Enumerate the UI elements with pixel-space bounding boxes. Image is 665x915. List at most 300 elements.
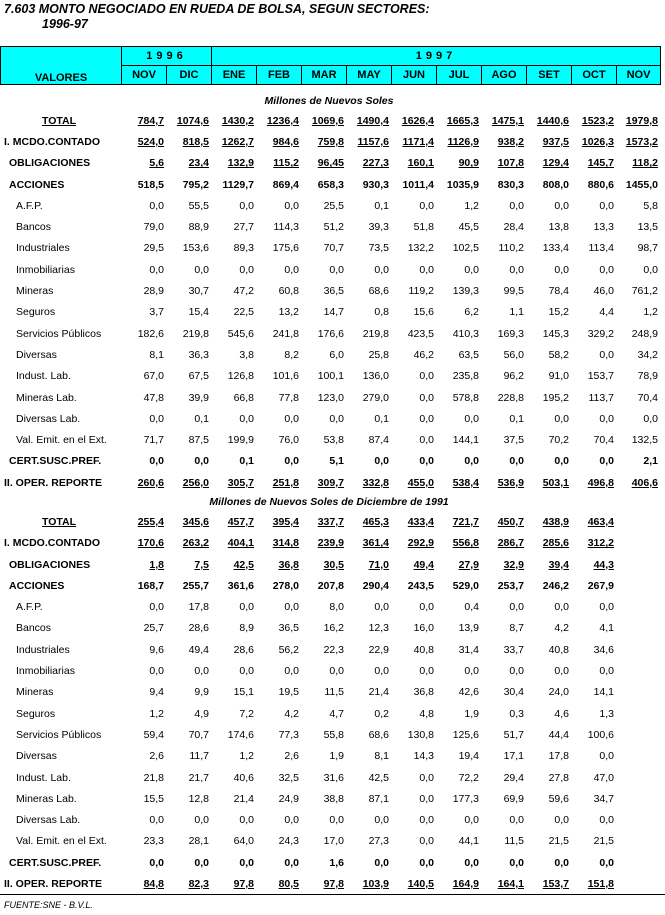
row-label [0, 682, 121, 703]
value-text: 70,2 [548, 434, 569, 447]
value-text: 78,9 [637, 370, 658, 383]
value-cell [616, 511, 660, 532]
value-text: 98,7 [637, 242, 658, 255]
value-text: 314,8 [272, 537, 299, 550]
value-text: 144,1 [452, 434, 479, 447]
value-text: 292,9 [407, 537, 434, 550]
value-text: 33,7 [503, 643, 524, 656]
value-cell [121, 618, 166, 639]
value-text: 0,0 [239, 601, 254, 614]
value-cell [526, 660, 571, 681]
value-text: 0,0 [239, 263, 254, 276]
value-text: 1074,6 [176, 114, 209, 127]
value-text: 450,7 [497, 515, 524, 528]
value-cell [616, 618, 660, 639]
value-cell [346, 408, 391, 429]
value-text: 49,4 [188, 643, 209, 656]
value-cell [391, 344, 436, 365]
value-text: 8,0 [329, 601, 344, 614]
value-cell [301, 195, 346, 216]
value-text: 1,8 [149, 558, 164, 571]
value-cell [166, 259, 211, 280]
value-cell [346, 195, 391, 216]
value-text: 87,4 [368, 434, 389, 447]
value-text: 0,0 [284, 601, 299, 614]
value-cell [481, 174, 526, 195]
value-text: 90,9 [458, 157, 479, 170]
value-text: 0,0 [419, 856, 434, 869]
value-cell [301, 472, 346, 493]
value-text: 0,0 [149, 856, 164, 869]
value-cell [211, 408, 256, 429]
value-cell [166, 366, 211, 387]
value-cell [256, 302, 301, 323]
value-text: 545,6 [227, 327, 254, 340]
value-text: 68,6 [368, 285, 389, 298]
value-cell [166, 575, 211, 596]
value-cell [481, 660, 526, 681]
value-cell [301, 746, 346, 767]
value-cell [481, 153, 526, 174]
value-text: 285,6 [542, 537, 569, 550]
value-cell [616, 831, 660, 852]
value-cell [211, 554, 256, 575]
value-text: 25,5 [323, 199, 344, 212]
value-text: 8,9 [239, 622, 254, 635]
value-text: 21,4 [368, 686, 389, 699]
value-text: 0,0 [554, 856, 569, 869]
value-text: 140,5 [407, 878, 434, 891]
value-text: 404,1 [227, 537, 254, 550]
value-cell [616, 472, 660, 493]
value-text: 9,6 [149, 643, 164, 656]
value-cell [121, 323, 166, 344]
value-cell [391, 852, 436, 873]
value-text: 23,3 [143, 835, 164, 848]
row-label [0, 387, 121, 408]
value-text: 44,1 [458, 835, 479, 848]
value-text: 0,0 [194, 814, 209, 827]
value-cell [571, 810, 616, 831]
value-cell [346, 174, 391, 195]
value-cell [166, 597, 211, 618]
value-text: 0,0 [599, 199, 614, 212]
value-text: 36,8 [278, 558, 299, 571]
value-text: 47,2 [233, 285, 254, 298]
value-text: 0,0 [374, 601, 389, 614]
value-cell [391, 131, 436, 152]
value-cell [526, 639, 571, 660]
value-text: 255,4 [137, 515, 164, 528]
value-text: 0,0 [509, 665, 524, 678]
value-text: 795,2 [182, 178, 209, 191]
value-cell [346, 767, 391, 788]
value-text: 235,8 [452, 370, 479, 383]
value-cell [121, 597, 166, 618]
table-row [0, 280, 660, 301]
value-cell [481, 810, 526, 831]
value-cell [211, 344, 256, 365]
value-text: 0,0 [239, 199, 254, 212]
value-text: 13,9 [458, 622, 479, 635]
value-text: 15,4 [188, 306, 209, 319]
table-row [0, 429, 660, 450]
table-row [0, 639, 660, 660]
value-cell [166, 302, 211, 323]
value-cell [391, 831, 436, 852]
value-cell [211, 472, 256, 493]
value-text: 0,1 [374, 412, 389, 425]
value-text: 658,3 [317, 178, 344, 191]
value-text: 8,1 [374, 750, 389, 763]
value-text: 4,4 [599, 306, 614, 319]
value-cell [346, 344, 391, 365]
value-cell [616, 767, 660, 788]
value-cell [211, 618, 256, 639]
value-cell [166, 216, 211, 237]
value-cell [346, 259, 391, 280]
value-cell [121, 195, 166, 216]
value-text: 31,4 [458, 643, 479, 656]
value-text: 0,0 [419, 835, 434, 848]
row-label [0, 429, 121, 450]
value-text: 30,4 [503, 686, 524, 699]
value-text: 21,5 [593, 835, 614, 848]
value-cell [301, 259, 346, 280]
value-cell [571, 554, 616, 575]
value-text: 239,9 [317, 537, 344, 550]
value-text: 0,0 [329, 665, 344, 678]
value-text: 1626,4 [401, 114, 434, 127]
value-cell [616, 238, 660, 259]
value-cell [436, 366, 481, 387]
value-cell [436, 873, 481, 894]
value-cell [346, 280, 391, 301]
value-cell [391, 660, 436, 681]
value-cell [121, 451, 166, 472]
value-text: 169,3 [497, 327, 524, 340]
value-text: 0,2 [374, 707, 389, 720]
value-cell [526, 703, 571, 724]
value-cell [616, 682, 660, 703]
value-text: 279,0 [362, 391, 389, 404]
value-cell [481, 618, 526, 639]
value-text: 15,1 [233, 686, 254, 699]
value-text: 15,6 [413, 306, 434, 319]
value-cell [481, 280, 526, 301]
title-line-2: 1996-97 [42, 17, 88, 31]
value-text: 1,9 [464, 707, 479, 720]
value-cell [481, 682, 526, 703]
value-cell [121, 472, 166, 493]
value-cell [436, 724, 481, 745]
value-text: 332,8 [362, 476, 389, 489]
value-cell [616, 216, 660, 237]
value-cell [571, 259, 616, 280]
value-cell [481, 451, 526, 472]
value-cell [121, 387, 166, 408]
value-cell [391, 724, 436, 745]
value-cell [301, 131, 346, 152]
value-cell [391, 366, 436, 387]
value-cell [571, 174, 616, 195]
value-text: 524,0 [137, 135, 164, 148]
value-text: 80,5 [278, 878, 299, 891]
value-cell [616, 302, 660, 323]
value-text: 34,6 [593, 643, 614, 656]
value-cell [481, 639, 526, 660]
value-text: 9,9 [194, 686, 209, 699]
value-text: 0,1 [374, 199, 389, 212]
month-header: NOV [617, 66, 661, 85]
value-text: 0,0 [329, 263, 344, 276]
value-cell [481, 259, 526, 280]
row-label [0, 810, 121, 831]
value-text: 5,6 [149, 157, 164, 170]
value-cell [391, 153, 436, 174]
table-row [0, 597, 660, 618]
value-text: 28,4 [503, 221, 524, 234]
value-text: 21,7 [188, 771, 209, 784]
value-text: 0,0 [194, 856, 209, 869]
value-cell [436, 238, 481, 259]
value-cell [301, 660, 346, 681]
value-cell [256, 280, 301, 301]
value-text: 219,8 [182, 327, 209, 340]
value-cell [211, 366, 256, 387]
value-cell [391, 280, 436, 301]
value-text: 938,2 [497, 135, 524, 148]
value-text: 40,8 [413, 643, 434, 656]
value-cell [166, 408, 211, 429]
value-text: 136,0 [362, 370, 389, 383]
value-text: 2,6 [284, 750, 299, 763]
value-cell [166, 511, 211, 532]
value-cell [436, 131, 481, 152]
value-cell [571, 831, 616, 852]
value-text: 463,4 [587, 515, 614, 528]
table-row [0, 618, 660, 639]
value-text: 15,5 [143, 792, 164, 805]
table-row [0, 767, 660, 788]
value-cell [301, 451, 346, 472]
value-text: 91,0 [548, 370, 569, 383]
value-text: 0,0 [419, 199, 434, 212]
value-text: 63,5 [458, 348, 479, 361]
value-cell [616, 554, 660, 575]
value-cell [346, 429, 391, 450]
value-cell [571, 216, 616, 237]
value-cell [346, 511, 391, 532]
value-text: 67,0 [143, 370, 164, 383]
value-cell [526, 852, 571, 873]
value-cell [256, 511, 301, 532]
value-cell [436, 554, 481, 575]
value-cell [436, 408, 481, 429]
value-text: 32,5 [278, 771, 299, 784]
value-cell [436, 788, 481, 809]
row-label-text: A.F.P. [16, 199, 43, 212]
value-cell [616, 429, 660, 450]
row-label-text: Servicios Públicos [16, 327, 102, 340]
value-cell [121, 660, 166, 681]
row-label-text: ACCIONES [9, 579, 65, 592]
value-cell [481, 131, 526, 152]
value-cell [526, 387, 571, 408]
value-cell [121, 216, 166, 237]
value-text: 984,6 [272, 135, 299, 148]
value-text: 286,7 [497, 537, 524, 550]
value-cell [481, 238, 526, 259]
row-label-text: Diversas Lab. [16, 412, 81, 425]
value-text: 6,0 [329, 348, 344, 361]
value-cell [346, 724, 391, 745]
value-text: 4,9 [194, 707, 209, 720]
value-text: 51,2 [323, 221, 344, 234]
value-text: 31,6 [323, 771, 344, 784]
row-label [0, 597, 121, 618]
row-label [0, 259, 121, 280]
value-cell [571, 575, 616, 596]
value-text: 465,3 [362, 515, 389, 528]
value-cell [346, 746, 391, 767]
value-text: 58,2 [548, 348, 569, 361]
value-cell [481, 429, 526, 450]
value-text: 11,5 [324, 686, 344, 699]
row-label-text: I. MCDO.CONTADO [4, 135, 101, 148]
value-text: 59,6 [548, 792, 569, 805]
value-text: 309,7 [317, 476, 344, 489]
row-label [0, 746, 121, 767]
value-text: 77,3 [278, 728, 299, 741]
value-text: 32,9 [503, 558, 524, 571]
value-cell [571, 153, 616, 174]
value-cell [391, 554, 436, 575]
row-label [0, 831, 121, 852]
value-cell [166, 344, 211, 365]
value-cell [256, 472, 301, 493]
value-cell [571, 323, 616, 344]
value-cell [571, 703, 616, 724]
row-label-text: ACCIONES [9, 178, 65, 191]
month-header: DIC [167, 66, 212, 85]
value-text: 21,5 [548, 835, 569, 848]
value-cell [121, 639, 166, 660]
value-cell [211, 597, 256, 618]
row-label-text: Servicios Públicos [16, 728, 102, 741]
value-text: 0,0 [599, 665, 614, 678]
value-text: 0,0 [239, 665, 254, 678]
value-cell [346, 302, 391, 323]
value-text: 36,5 [323, 285, 344, 298]
value-cell [346, 682, 391, 703]
value-text: 72,2 [458, 771, 479, 784]
table-row [0, 472, 660, 493]
value-text: 0,0 [194, 665, 209, 678]
value-cell [616, 195, 660, 216]
value-text: 14,3 [413, 750, 434, 763]
value-cell [211, 852, 256, 873]
value-cell [121, 767, 166, 788]
value-text: 0,0 [149, 665, 164, 678]
value-text: 1129,7 [222, 178, 254, 191]
row-label-text: Seguros [16, 306, 56, 319]
value-text: 46,0 [593, 285, 614, 298]
value-cell [346, 618, 391, 639]
value-text: 0,0 [464, 412, 479, 425]
value-cell [166, 323, 211, 344]
value-cell [436, 682, 481, 703]
value-text: 761,2 [631, 285, 658, 298]
value-cell [121, 703, 166, 724]
value-text: 27,8 [548, 771, 569, 784]
value-text: 96,45 [317, 157, 344, 170]
value-text: 0,0 [554, 455, 569, 468]
value-cell [166, 195, 211, 216]
value-text: 0,0 [149, 814, 164, 827]
row-label-text: Bancos [16, 622, 52, 635]
value-cell [211, 746, 256, 767]
value-text: 0,0 [329, 814, 344, 827]
value-text: 45,5 [458, 221, 479, 234]
footer-rule [0, 894, 665, 895]
value-text: 55,8 [323, 728, 344, 741]
value-cell [436, 511, 481, 532]
value-cell [571, 387, 616, 408]
value-cell [301, 366, 346, 387]
value-text: 17,0 [323, 835, 344, 848]
value-text: 27,7 [233, 221, 254, 234]
value-text: 438,9 [542, 515, 569, 528]
value-cell [571, 767, 616, 788]
value-cell [526, 195, 571, 216]
value-cell [256, 195, 301, 216]
value-cell [256, 810, 301, 831]
table-row [0, 852, 660, 873]
value-cell [616, 174, 660, 195]
value-cell [256, 682, 301, 703]
value-text: 6,2 [464, 306, 479, 319]
value-text: 15,2 [548, 306, 569, 319]
value-cell [436, 174, 481, 195]
value-text: 5,8 [643, 199, 658, 212]
value-text: 87,5 [188, 434, 209, 447]
value-text: 0,0 [509, 601, 524, 614]
value-cell [481, 344, 526, 365]
value-cell [301, 554, 346, 575]
value-cell [256, 387, 301, 408]
value-cell [481, 724, 526, 745]
value-cell [211, 451, 256, 472]
value-text: 0,1 [509, 412, 524, 425]
value-text: 1,2 [643, 306, 658, 319]
value-text: 8,1 [149, 348, 164, 361]
value-cell [526, 511, 571, 532]
value-text: 0,1 [194, 412, 209, 425]
value-text: 0,0 [554, 665, 569, 678]
value-text: 4,8 [419, 707, 434, 720]
value-text: 195,2 [542, 391, 569, 404]
value-text: 53,8 [323, 434, 344, 447]
value-cell [166, 238, 211, 259]
value-text: 70,7 [323, 242, 344, 255]
value-cell [391, 302, 436, 323]
value-cell [301, 831, 346, 852]
value-text: 70,4 [637, 391, 658, 404]
value-cell [616, 724, 660, 745]
value-text: 219,8 [362, 327, 389, 340]
value-cell [346, 110, 391, 131]
